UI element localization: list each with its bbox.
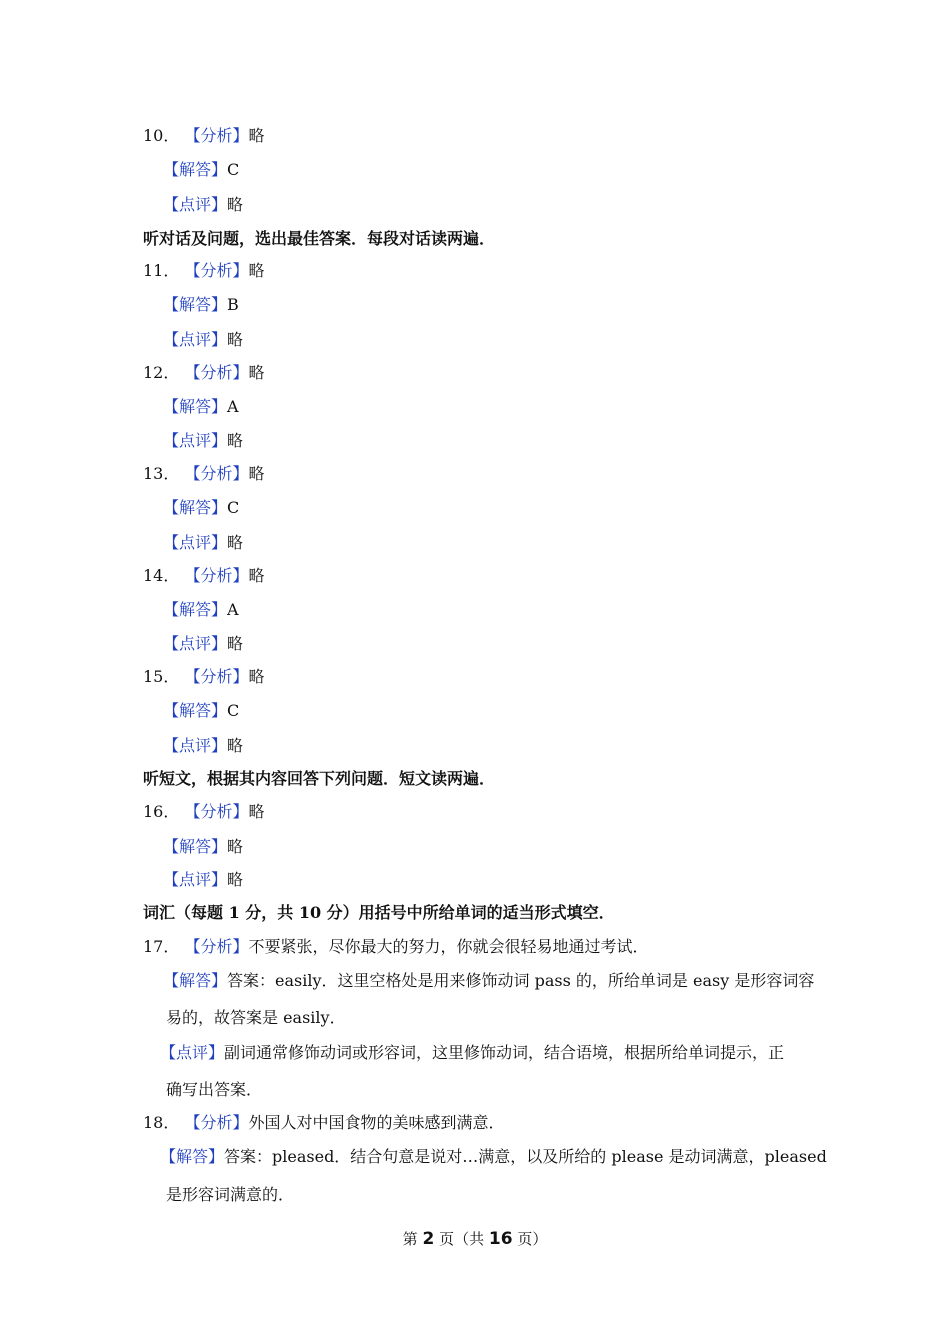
footer-prefix: 第 [402, 1230, 418, 1248]
analysis-tag: 【分析】 [184, 566, 249, 585]
answer-tag: 【解答】 [163, 600, 228, 619]
analysis-tag: 【分析】 [184, 1113, 249, 1132]
item-16-comment [163, 869, 243, 891]
analysis-tag: 【分析】 [184, 802, 249, 821]
answer-tag: 【解答】 [163, 837, 228, 856]
page-number: 2 [422, 1229, 435, 1249]
item-17-comment [160, 1042, 784, 1064]
item-11-comment [163, 329, 243, 351]
item-11-answer [163, 294, 239, 316]
item-number: 15． [143, 667, 180, 686]
item-12-answer [163, 396, 239, 418]
item-10-answer [163, 159, 239, 181]
answer-tag: 【解答】 [163, 397, 228, 416]
item-17-answer-cont: 易的，故答案是 easily． [166, 1008, 346, 1027]
comment-tag: 【点评】 [163, 195, 228, 214]
answer-tag: 【解答】 [163, 498, 228, 517]
comment-text: 略 [227, 330, 244, 349]
section-heading: 听短文，根据其内容回答下列问题．短文读两遍． [143, 769, 496, 788]
analysis-text: 外国人对中国食物的美味感到满意． [248, 1113, 505, 1132]
analysis-tag: 【分析】 [184, 667, 249, 686]
analysis-text: 略 [248, 802, 265, 821]
answer-text: B [227, 295, 239, 314]
item-13-answer [163, 497, 239, 519]
item-number: 18． [143, 1113, 180, 1132]
item-number: 11． [143, 261, 180, 280]
answer-tag: 【解答】 [163, 971, 228, 990]
item-14-analysis [143, 565, 265, 587]
answer-text: C [227, 701, 240, 720]
analysis-text: 略 [248, 363, 265, 382]
item-number: 14． [143, 566, 180, 585]
comment-text: 略 [227, 634, 244, 653]
comment-text: 副词通常修饰动词或形容词，这里修饰动词，结合语境，根据所给单词提示，正 [224, 1043, 785, 1062]
item-number: 10． [143, 126, 180, 145]
item-18-answer [160, 1146, 827, 1168]
comment-text: 略 [227, 533, 244, 552]
analysis-text: 略 [248, 464, 265, 483]
answer-text: A [227, 600, 239, 619]
analysis-tag: 【分析】 [184, 363, 249, 382]
analysis-tag: 【分析】 [184, 126, 249, 145]
item-13-comment [163, 532, 243, 554]
item-14-answer [163, 599, 239, 621]
answer-text: 答案：pleased．结合句意是说对…满意，以及所给的 please 是动词满意，pleased [224, 1147, 827, 1166]
item-12-analysis [143, 362, 265, 384]
item-17-answer [163, 970, 814, 992]
item-17-analysis [143, 936, 649, 958]
item-10-comment [163, 194, 243, 216]
answer-text: C [227, 498, 240, 517]
item-11-analysis [143, 260, 265, 282]
item-number: 16． [143, 802, 180, 821]
item-number: 12． [143, 363, 180, 382]
footer-mid: 页（共 [439, 1230, 485, 1248]
answer-tag: 【解答】 [160, 1147, 225, 1166]
item-17-comment-cont: 确写出答案． [166, 1080, 263, 1099]
analysis-text: 略 [248, 667, 265, 686]
footer-suffix: 页） [517, 1230, 548, 1248]
answer-tag: 【解答】 [163, 160, 228, 179]
comment-tag: 【点评】 [163, 330, 228, 349]
total-pages: 16 [488, 1229, 513, 1249]
answer-text: 答案：easily．这里空格处是用来修饰动词 pass 的，所给单词是 easy 是形容词容 [227, 971, 815, 990]
item-15-comment [163, 735, 243, 757]
item-14-comment [163, 633, 243, 655]
item-12-comment [163, 430, 243, 452]
comment-tag: 【点评】 [163, 736, 228, 755]
comment-text: 略 [227, 195, 244, 214]
comment-tag: 【点评】 [163, 870, 228, 889]
comment-tag: 【点评】 [163, 533, 228, 552]
answer-tag: 【解答】 [163, 701, 228, 720]
item-number: 13． [143, 464, 180, 483]
analysis-tag: 【分析】 [184, 261, 249, 280]
analysis-text: 略 [248, 566, 265, 585]
page-footer [0, 1228, 950, 1249]
analysis-text: 略 [248, 126, 265, 145]
analysis-text: 略 [248, 261, 265, 280]
item-18-answer-cont: 是形容词满意的． [166, 1185, 295, 1204]
comment-text: 略 [227, 736, 244, 755]
item-16-analysis [143, 801, 265, 823]
item-15-analysis [143, 666, 265, 688]
comment-tag: 【点评】 [163, 431, 228, 450]
analysis-tag: 【分析】 [184, 464, 249, 483]
item-10-analysis [143, 125, 265, 147]
answer-text: 略 [227, 837, 244, 856]
section-heading: 听对话及问题，选出最佳答案．每段对话读两遍． [143, 229, 496, 248]
comment-text: 略 [227, 870, 244, 889]
comment-text: 略 [227, 431, 244, 450]
answer-tag: 【解答】 [163, 295, 228, 314]
analysis-text: 不要紧张，尽你最大的努力，你就会很轻易地通过考试． [248, 937, 649, 956]
item-13-analysis [143, 463, 265, 485]
item-number: 17． [143, 937, 180, 956]
answer-text: C [227, 160, 240, 179]
item-18-analysis [143, 1112, 505, 1134]
analysis-tag: 【分析】 [184, 937, 249, 956]
section-heading: 词汇（每题 1 分，共 10 分）用括号中所给单词的适当形式填空． [143, 903, 615, 922]
item-16-answer [163, 836, 243, 858]
item-15-answer [163, 700, 239, 722]
comment-tag: 【点评】 [160, 1043, 225, 1062]
comment-tag: 【点评】 [163, 634, 228, 653]
answer-text: A [227, 397, 239, 416]
